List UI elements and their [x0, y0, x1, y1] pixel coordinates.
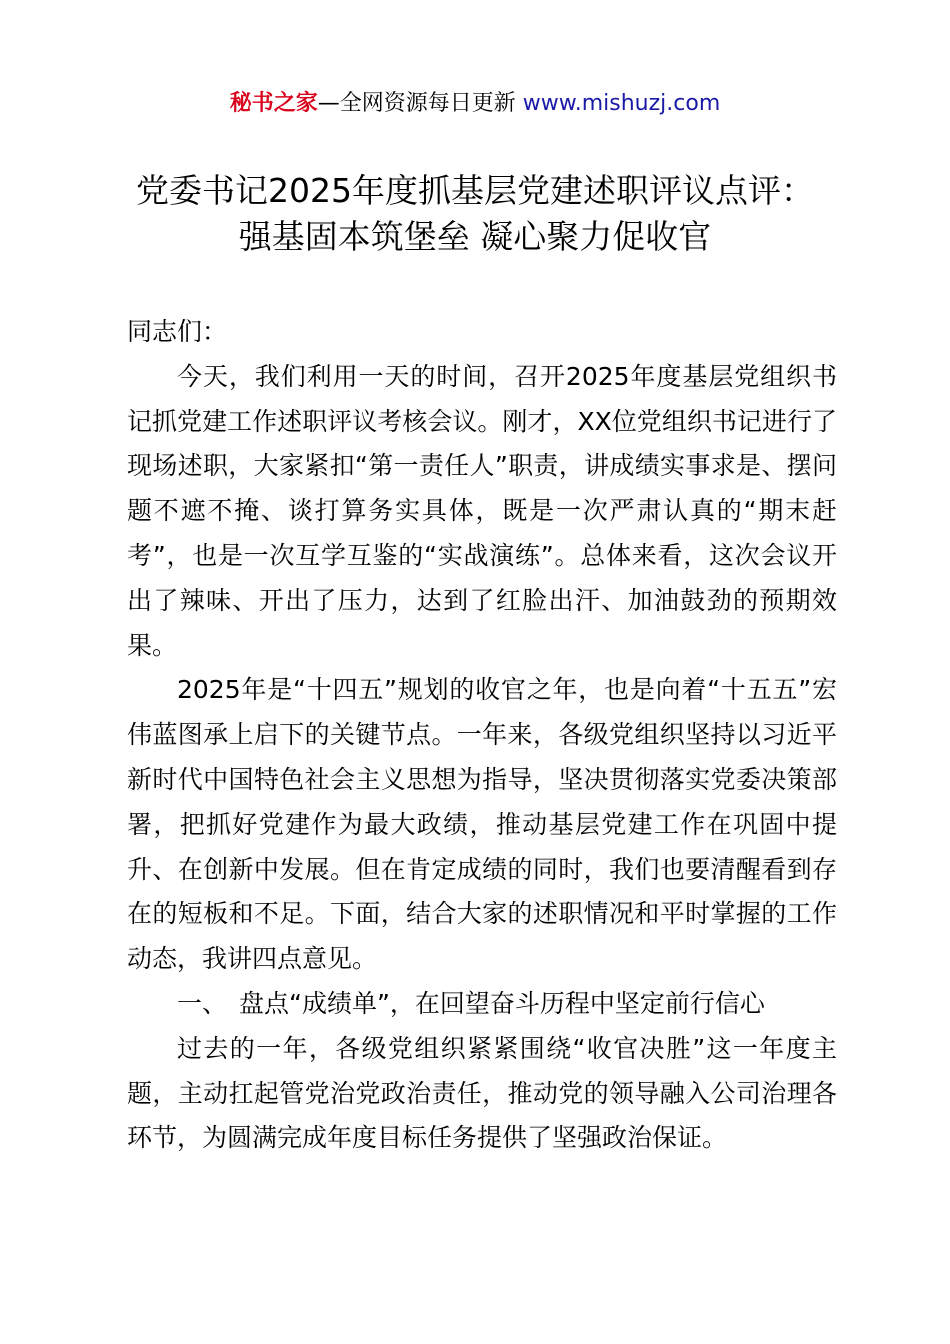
brand-name: 秘书之家	[229, 91, 318, 116]
paragraph-2: 2025年是“十四五”规划的收官之年，也是向着“十五五”宏伟蓝图承上启下的关键节点。一年来，各级党组织坚持以习近平新时代中国特色社会主义思想为指导，坚决贯彻落实党委决策部署，把抓好党建作为最大政绩，推动基层党建工作在巩固中提升、在创新中发展。但在肯定成绩的同时，我们也要清醒看到存在的短板和不足。下面，结合大家的述职情况和平时掌握的工作动态，我讲四点意见。	[127, 675, 837, 974]
site-header	[0, 88, 950, 120]
document-title	[60, 168, 890, 260]
salutation: 同志们：	[127, 317, 228, 346]
paragraph-3: 过去的一年，各级党组织紧紧围绕“收官决胜”这一年度主题，主动扛起管党治党政治责任，推动党的领导融入公司治理各环节，为圆满完成年度目标任务提供了坚强政治保证。	[127, 1033, 837, 1153]
document-body	[127, 310, 837, 1161]
paragraph-1: 今天，我们利用一天的时间，召开2025年度基层党组织书记抓党建工作述职评议考核会议。刚才，XX位党组织书记进行了现场述职，大家紧扣“第一责任人”职责，讲成绩实事求是、摆问题不遮不掩、谈打算务实具体，既是一次严肃认真的“期末赶考”，也是一次互学互鉴的“实战演练”。总体来看，这次会议开出了辣味、开出了压力，达到了红脸出汗、加油鼓劲的预期效果。	[127, 361, 837, 660]
section-heading-text: 盘点“成绩单”，在回望奋斗历程中坚定前行信心	[239, 988, 765, 1018]
site-url-link[interactable]: www.mishuzj.com	[522, 91, 721, 116]
title-line-2: 强基固本筑堡垒 凝心聚力促收官	[238, 217, 712, 256]
section-number: 一、	[177, 988, 228, 1018]
section-heading-1	[127, 982, 837, 1027]
header-tagline: —全网资源每日更新	[317, 91, 516, 116]
title-line-1: 党委书记2025年度抓基层党建述职评议点评：	[136, 171, 814, 210]
